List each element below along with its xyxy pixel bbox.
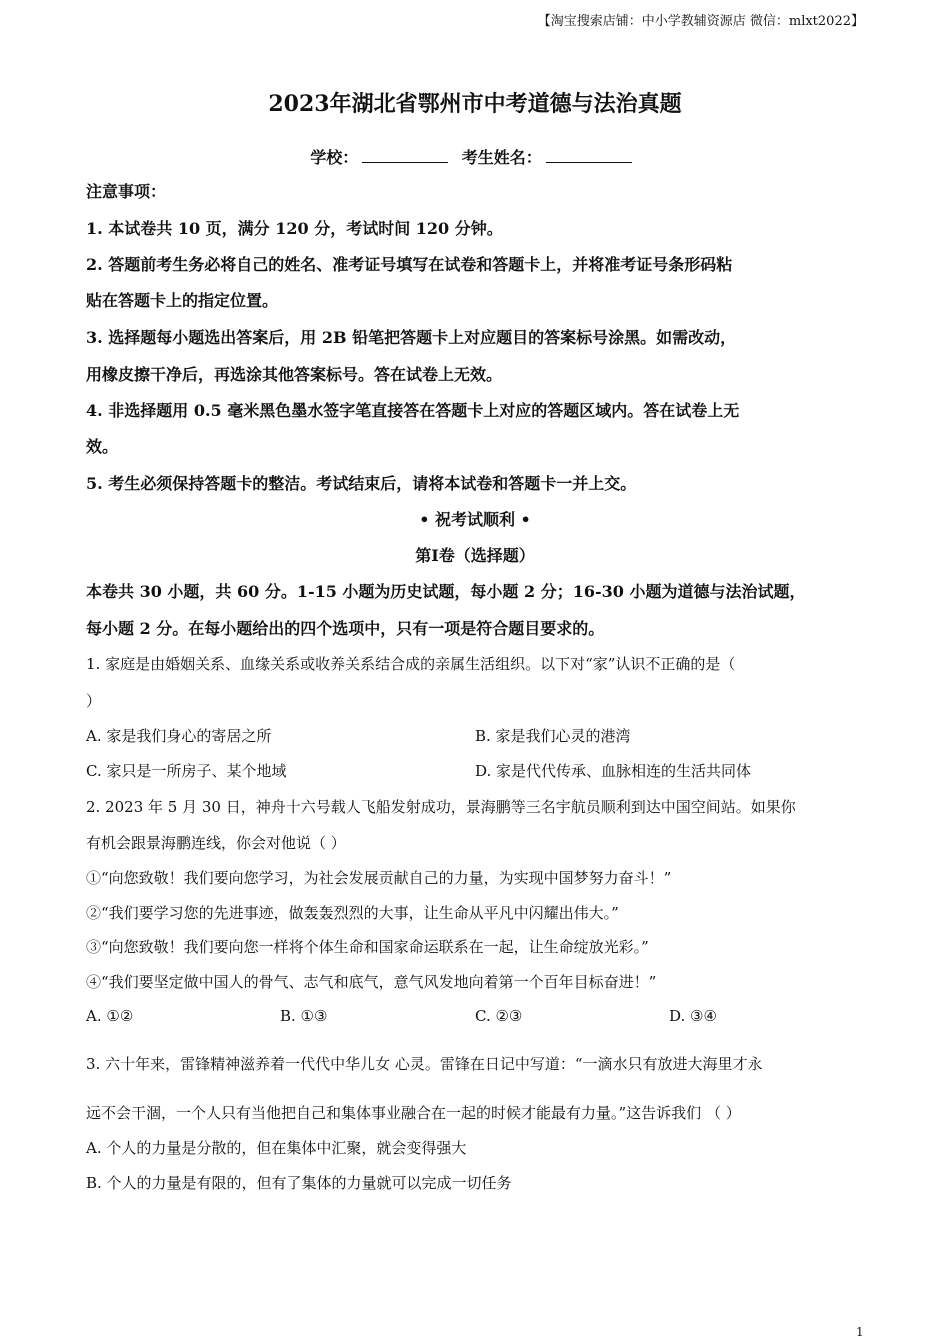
notice-item: 用橡皮擦干净后，再选涂其他答案标号。答在试卷上无效。: [86, 365, 503, 384]
notice-item: 2. 答题前考生务必将自己的姓名、准考证号填写在试卷和答题卡上，并将准考证号条形码粘: [86, 255, 733, 274]
q2-statement: ④“我们要坚定做中国人的骨气、志气和底气，意气风发地向着第一个百年目标奋进！”: [86, 973, 657, 991]
q2-statement: ①“向您致敬！我们要向您学习，为社会发展贡献自己的力量，为实现中国梦努力奋斗！”: [86, 869, 672, 887]
notice-item: 贴在答题卡上的指定位置。: [86, 291, 279, 310]
question-3-stem: 远不会干涸，一个人只有当他把自己和集体事业融合在一起的时候才能最有力量。”这告诉我们 （ ）: [86, 1104, 741, 1122]
notice-heading: 注意事项：: [86, 182, 167, 201]
notice-item: 5. 考生必须保持答题卡的整洁。考试结束后，请将本试卷和答题卡一并上交。: [86, 474, 637, 493]
question-1-stem: 1. 家庭是由婚姻关系、血缘关系或收养关系结合成的亲属生活组织。以下对“家”认识不正确的是（: [86, 655, 736, 673]
school-blank: [362, 148, 448, 163]
header-note: 【淘宝搜索店铺：中小学教辅资源店 微信：mlxt2022】: [537, 14, 864, 29]
q2-option-a: A. ①②: [86, 1007, 134, 1025]
notice-item: 4. 非选择题用 0.5 毫米黑色墨水签字笔直接答在答题卡上对应的答题区域内。答在试卷上无: [86, 401, 740, 420]
notice-item: 1. 本试卷共 10 页，满分 120 分，考试时间 120 分钟。: [86, 219, 503, 238]
section-desc: 每小题 2 分。在每小题给出的四个选项中，只有一项是符合题目要求的。: [86, 619, 605, 638]
question-2-stem: 有机会跟景海鹏连线，你会对他说（ ）: [86, 834, 346, 852]
question-1-stem: ）: [86, 692, 102, 710]
wish-line: • 祝考试顺利 •: [419, 510, 531, 529]
q1-option-a: A. 家是我们身心的寄居之所: [86, 727, 272, 745]
notice-item: 3. 选择题每小题选出答案后，用 2B 铅笔把答题卡上对应题目的答案标号涂黑。如需改动，: [86, 328, 737, 347]
name-label: 考生姓名：: [461, 148, 542, 167]
q2-option-b: B. ①③: [280, 1007, 328, 1025]
page-title: 2023年湖北省鄂州市中考道德与法治真题: [268, 91, 682, 117]
question-3-stem: 3. 六十年来，雷锋精神滋养着一代代中华儿女 心灵。雷锋在日记中写道：“一滴水只有放进大海里才永: [86, 1055, 763, 1073]
page-number: 1: [856, 1325, 864, 1339]
question-2-stem: 2. 2023 年 5 月 30 日，神舟十六号载人飞船发射成功，景海鹏等三名宇航员顺利到达中国空间站。如果你: [86, 798, 796, 816]
q1-option-c: C. 家只是一所房子、某个地域: [86, 762, 287, 780]
school-label: 学校：: [310, 148, 359, 167]
notice-item: 效。: [86, 437, 119, 456]
q3-option-a: A. 个人的力量是分散的，但在集体中汇聚，就会变得强大: [86, 1139, 467, 1157]
q1-option-d: D. 家是代代传承、血脉相连的生活共同体: [475, 762, 752, 780]
section-title: 第Ⅰ卷（选择题）: [415, 546, 535, 565]
q2-option-c: C. ②③: [475, 1007, 523, 1025]
fill-in-line: [0, 145, 950, 168]
q2-statement: ②“我们要学习您的先进事迹，做轰轰烈烈的大事，让生命从平凡中闪耀出伟大。”: [86, 904, 619, 922]
q1-option-b: B. 家是我们心灵的港湾: [475, 727, 631, 745]
section-desc: 本卷共 30 小题，共 60 分。1-15 小题为历史试题，每小题 2 分；16-30 小题为道德与法治试题，: [86, 582, 806, 601]
q2-option-d: D. ③④: [669, 1007, 717, 1025]
q2-statement: ③“向您致敬！我们要向您一样将个体生命和国家命运联系在一起，让生命绽放光彩。”: [86, 938, 649, 956]
q3-option-b: B. 个人的力量是有限的，但有了集体的力量就可以完成一切任务: [86, 1174, 512, 1192]
name-blank: [546, 148, 632, 163]
